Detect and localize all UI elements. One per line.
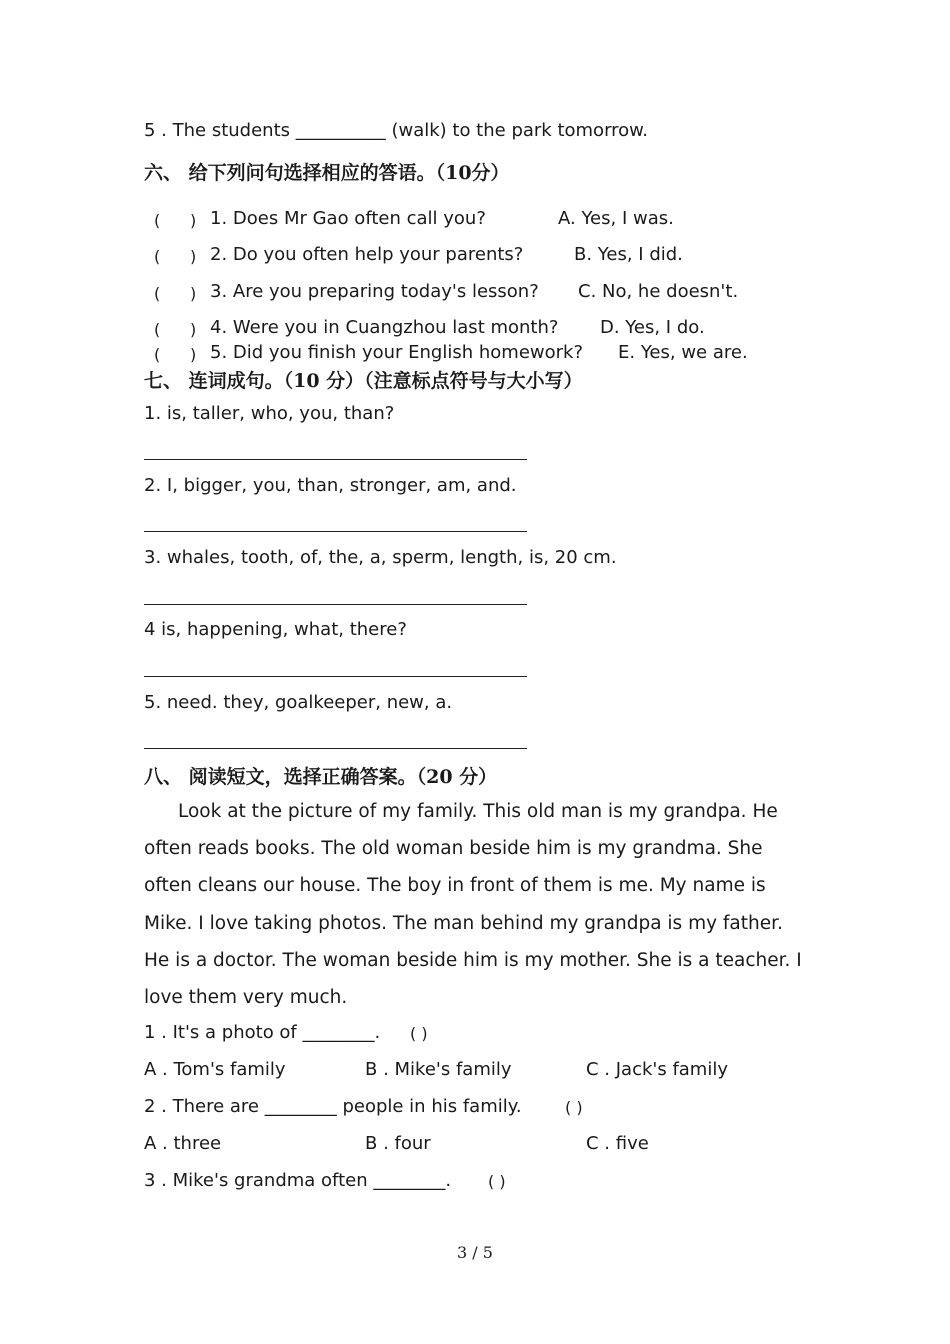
section6-title: 六、 给下列问句选择相应的答语。（10分） xyxy=(144,162,510,184)
answer-text: C. No, he doesn't. xyxy=(578,281,739,302)
question-text: 3. Are you preparing today's lesson? xyxy=(210,281,539,302)
section7-item: 3. whales, tooth, of, the, a, sperm, length, is, 20 cm. xyxy=(144,547,617,568)
paren-close: ) xyxy=(190,211,197,230)
section7-title: 七、 连词成句。（10 分）（注意标点符号与大小写） xyxy=(144,370,583,392)
answer-bracket[interactable]: ( ) xyxy=(488,1172,506,1191)
option-a[interactable]: A . three xyxy=(144,1133,222,1154)
passage-text: Look at the picture of my family. This old man is my grandpa. He often reads books. The old woman beside him is my grandma. She often cleans our house. The boy in front of them is me. My name is Mike. I love taking photos. The man behind my grandpa is my father. He is a doctor. The woman beside him is my mother. She is a teacher. I love them very much. xyxy=(144,801,802,1009)
question-text: 1 . It's a photo of ________. xyxy=(144,1022,381,1043)
answer-line[interactable] xyxy=(144,676,527,677)
top-item: 5 . The students __________ (walk) to the park tomorrow. xyxy=(144,120,648,141)
answer-bracket[interactable]: ( ) xyxy=(410,1024,428,1043)
paren-open[interactable]: ( xyxy=(154,320,161,339)
paren-close: ) xyxy=(190,320,197,339)
answer-line[interactable] xyxy=(144,459,527,460)
section7-item: 5. need. they, goalkeeper, new, a. xyxy=(144,692,453,713)
reading-passage xyxy=(144,793,809,1016)
paren-open[interactable]: ( xyxy=(154,284,161,303)
question-text: 3 . Mike's grandma often ________. xyxy=(144,1170,452,1191)
answer-text: E. Yes, we are. xyxy=(618,342,748,363)
option-a[interactable]: A . Tom's family xyxy=(144,1059,286,1080)
section8-title: 八、 阅读短文，选择正确答案。（20 分） xyxy=(144,766,498,788)
section7-item: 4 is, happening, what, there? xyxy=(144,619,407,640)
answer-bracket[interactable]: ( ) xyxy=(565,1098,583,1117)
answer-line[interactable] xyxy=(144,531,527,532)
section7-item: 1. is, taller, who, you, than? xyxy=(144,403,395,424)
paren-close: ) xyxy=(190,247,197,266)
paren-open[interactable]: ( xyxy=(154,247,161,266)
question-text: 4. Were you in Cuangzhou last month? xyxy=(210,317,559,338)
answer-text: D. Yes, I do. xyxy=(600,317,705,338)
question-text: 2. Do you often help your parents? xyxy=(210,244,524,265)
answer-line[interactable] xyxy=(144,604,527,605)
option-c[interactable]: C . Jack's family xyxy=(586,1059,728,1080)
option-b[interactable]: B . Mike's family xyxy=(365,1059,512,1080)
paren-open[interactable]: ( xyxy=(154,211,161,230)
paren-close: ) xyxy=(190,345,197,364)
paren-open[interactable]: ( xyxy=(154,345,161,364)
option-b[interactable]: B . four xyxy=(365,1133,431,1154)
question-text: 2 . There are ________ people in his family. xyxy=(144,1096,522,1117)
answer-text: A. Yes, I was. xyxy=(558,208,674,229)
question-text: 1. Does Mr Gao often call you? xyxy=(210,208,486,229)
section7-item: 2. I, bigger, you, than, stronger, am, and. xyxy=(144,475,517,496)
option-c[interactable]: C . five xyxy=(586,1133,649,1154)
paren-close: ) xyxy=(190,284,197,303)
answer-text: B. Yes, I did. xyxy=(574,244,683,265)
page-number: 3 / 5 xyxy=(457,1243,493,1262)
question-text: 5. Did you finish your English homework? xyxy=(210,342,584,363)
answer-line[interactable] xyxy=(144,748,527,749)
